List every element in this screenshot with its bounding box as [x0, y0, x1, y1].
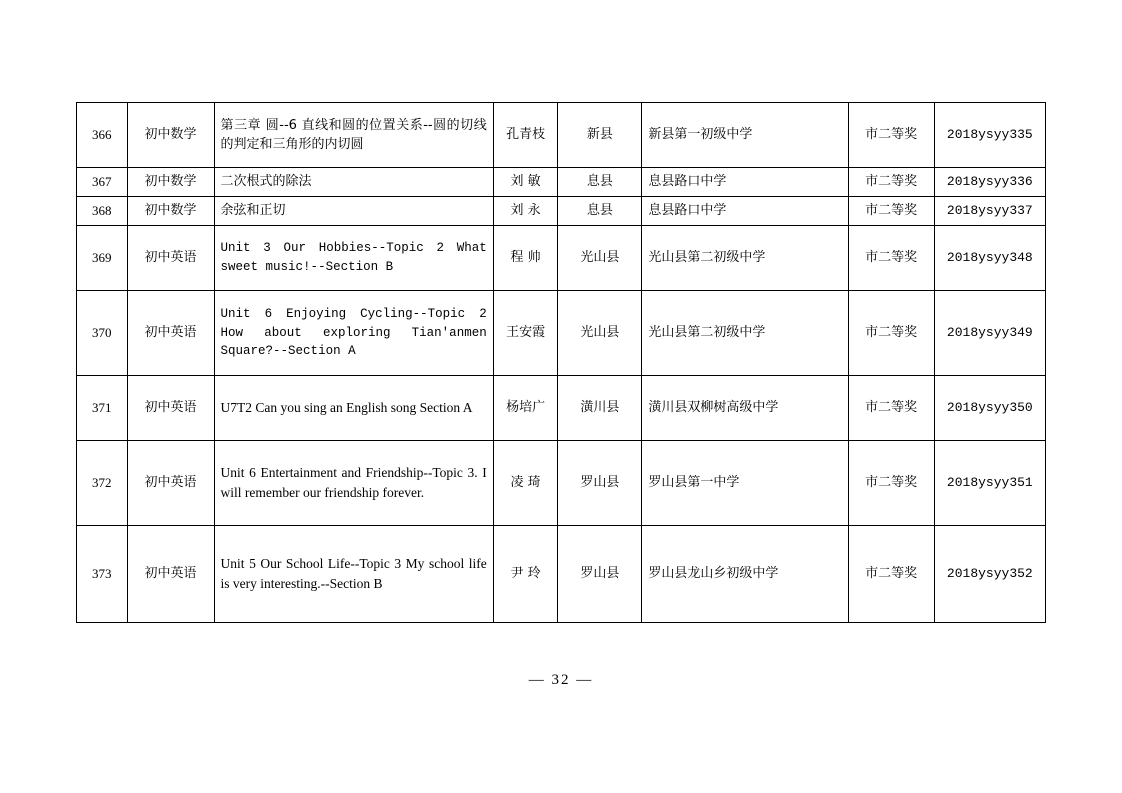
cell-serial-number: 370	[77, 291, 128, 376]
table-row	[77, 376, 1046, 441]
cell-title: Unit 6 Enjoying Cycling--Topic 2 How about exploring Tian'anmen Square?--Section A	[214, 291, 493, 376]
cell-award: 市二等奖	[848, 197, 934, 226]
table-row	[77, 526, 1046, 623]
cell-author: 孔青枝	[493, 103, 558, 168]
table-row	[77, 291, 1046, 376]
cell-serial-number: 371	[77, 376, 128, 441]
cell-author: 刘 永	[493, 197, 558, 226]
cell-subject: 初中数学	[127, 197, 214, 226]
cell-code: 2018ysyy348	[934, 226, 1045, 291]
award-list-table	[76, 102, 1046, 623]
page-number: — 32 —	[528, 672, 594, 688]
cell-title: Unit 3 Our Hobbies--Topic 2 What sweet music!--Section B	[214, 226, 493, 291]
cell-title: 余弦和正切	[214, 197, 493, 226]
cell-title: Unit 5 Our School Life--Topic 3 My school life is very interesting.--Section B	[214, 526, 493, 623]
table-row	[77, 197, 1046, 226]
cell-county: 罗山县	[558, 526, 642, 623]
cell-county: 息县	[558, 168, 642, 197]
table-row	[77, 168, 1046, 197]
cell-subject: 初中数学	[127, 103, 214, 168]
cell-title: 第三章 圆--6 直线和圆的位置关系--圆的切线的判定和三角形的内切圆	[214, 103, 493, 168]
cell-school: 潢川县双柳树高级中学	[642, 376, 848, 441]
cell-subject: 初中英语	[127, 291, 214, 376]
cell-award: 市二等奖	[848, 103, 934, 168]
cell-school: 光山县第二初级中学	[642, 226, 848, 291]
cell-title: Unit 6 Entertainment and Friendship--Topic 3. I will remember our friendship forever.	[214, 441, 493, 526]
cell-school: 息县路口中学	[642, 197, 848, 226]
table-body	[77, 103, 1046, 623]
table-row	[77, 226, 1046, 291]
cell-code: 2018ysyy350	[934, 376, 1045, 441]
cell-school: 息县路口中学	[642, 168, 848, 197]
cell-school: 罗山县龙山乡初级中学	[642, 526, 848, 623]
cell-award: 市二等奖	[848, 376, 934, 441]
cell-subject: 初中英语	[127, 526, 214, 623]
cell-subject: 初中英语	[127, 226, 214, 291]
cell-school: 光山县第二初级中学	[642, 291, 848, 376]
cell-author: 凌 琦	[493, 441, 558, 526]
cell-title: 二次根式的除法	[214, 168, 493, 197]
cell-serial-number: 368	[77, 197, 128, 226]
cell-school: 新县第一初级中学	[642, 103, 848, 168]
table-row	[77, 103, 1046, 168]
cell-school: 罗山县第一中学	[642, 441, 848, 526]
cell-county: 潢川县	[558, 376, 642, 441]
page-footer	[0, 672, 1122, 689]
cell-subject: 初中英语	[127, 376, 214, 441]
cell-county: 罗山县	[558, 441, 642, 526]
cell-serial-number: 366	[77, 103, 128, 168]
cell-award: 市二等奖	[848, 526, 934, 623]
cell-author: 王安霞	[493, 291, 558, 376]
cell-award: 市二等奖	[848, 226, 934, 291]
table-row	[77, 441, 1046, 526]
cell-code: 2018ysyy352	[934, 526, 1045, 623]
cell-subject: 初中数学	[127, 168, 214, 197]
cell-serial-number: 369	[77, 226, 128, 291]
cell-author: 刘 敏	[493, 168, 558, 197]
cell-serial-number: 373	[77, 526, 128, 623]
cell-county: 光山县	[558, 291, 642, 376]
cell-county: 光山县	[558, 226, 642, 291]
cell-code: 2018ysyy337	[934, 197, 1045, 226]
cell-subject: 初中英语	[127, 441, 214, 526]
cell-author: 尹 玲	[493, 526, 558, 623]
cell-award: 市二等奖	[848, 168, 934, 197]
cell-county: 息县	[558, 197, 642, 226]
cell-title: U7T2 Can you sing an English song Section A	[214, 376, 493, 441]
cell-author: 杨培广	[493, 376, 558, 441]
cell-code: 2018ysyy336	[934, 168, 1045, 197]
cell-award: 市二等奖	[848, 441, 934, 526]
cell-code: 2018ysyy335	[934, 103, 1045, 168]
cell-serial-number: 367	[77, 168, 128, 197]
cell-award: 市二等奖	[848, 291, 934, 376]
cell-author: 程 帅	[493, 226, 558, 291]
cell-serial-number: 372	[77, 441, 128, 526]
cell-code: 2018ysyy351	[934, 441, 1045, 526]
cell-code: 2018ysyy349	[934, 291, 1045, 376]
cell-county: 新县	[558, 103, 642, 168]
